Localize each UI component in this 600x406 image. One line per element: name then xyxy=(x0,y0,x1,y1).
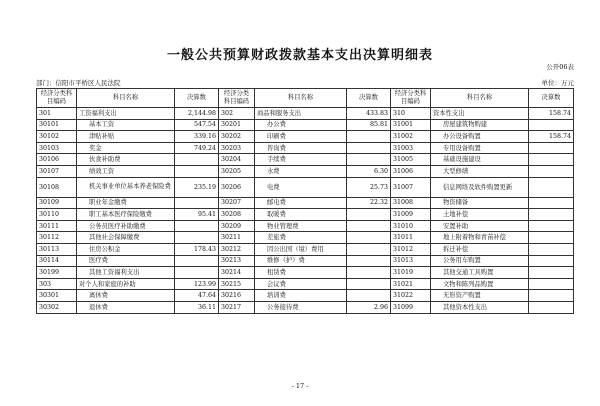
header-name: 科目名称 xyxy=(431,89,529,108)
name-cell: 房屋建筑物购建 xyxy=(431,119,529,131)
code-cell: 30204 xyxy=(219,154,255,166)
code-cell: 31007 xyxy=(391,177,431,197)
name-cell: 住房公积金 xyxy=(77,243,175,255)
amount-cell: 235.19 xyxy=(175,177,219,197)
name-cell: 取暖费 xyxy=(255,209,347,221)
header-row xyxy=(37,89,574,108)
amount-cell xyxy=(529,267,574,279)
amount-cell xyxy=(529,220,574,232)
amount-cell: 158.74 xyxy=(529,108,574,120)
amount-cell xyxy=(529,197,574,209)
code-cell: 301 xyxy=(37,108,77,120)
name-cell: 办公设备购置 xyxy=(431,131,529,143)
name-cell: 其他交通工具购置 xyxy=(431,267,529,279)
code-cell: 30108 xyxy=(37,177,77,197)
code-cell: 31002 xyxy=(391,131,431,143)
amount-cell xyxy=(347,267,391,279)
code-cell: 30211 xyxy=(219,232,255,244)
header-amount: 决算数 xyxy=(347,89,391,108)
code-cell: 31011 xyxy=(391,232,431,244)
name-cell: 伙食补助费 xyxy=(77,154,175,166)
code-cell: 30302 xyxy=(37,301,77,313)
code-cell: 30208 xyxy=(219,209,255,221)
header-name: 科目名称 xyxy=(255,89,347,108)
code-cell: 30110 xyxy=(37,209,77,221)
code-cell: 30199 xyxy=(37,267,77,279)
header-code: 经济分类科目编码 xyxy=(219,89,255,108)
name-cell: 离休费 xyxy=(77,290,175,302)
code-cell: 30209 xyxy=(219,220,255,232)
name-cell: 物业管理费 xyxy=(255,220,347,232)
code-cell: 31005 xyxy=(391,154,431,166)
code-cell: 30113 xyxy=(37,243,77,255)
amount-cell xyxy=(175,220,219,232)
amount-cell xyxy=(347,209,391,221)
name-cell: 绩效工资 xyxy=(77,165,175,177)
unit-label: 单位：万元 xyxy=(541,79,574,87)
amount-cell xyxy=(175,197,219,209)
name-cell: 维修（护）费 xyxy=(255,255,347,267)
code-cell: 31001 xyxy=(391,119,431,131)
header-code: 经济分类科目编码 xyxy=(391,89,431,108)
name-cell: 办公费 xyxy=(255,119,347,131)
name-cell: 基础设施建设 xyxy=(431,154,529,166)
amount-cell xyxy=(529,232,574,244)
amount-cell xyxy=(175,232,219,244)
name-cell: 对个人和家庭的补助 xyxy=(77,278,175,290)
amount-cell: 36.11 xyxy=(175,301,219,313)
name-cell: 其他工资福利支出 xyxy=(77,267,175,279)
code-cell: 303 xyxy=(37,278,77,290)
name-cell: 工资福利支出 xyxy=(77,108,175,120)
code-cell: 30109 xyxy=(37,197,77,209)
name-cell: 公务员医疗补助缴费 xyxy=(77,220,175,232)
table-row xyxy=(37,209,574,221)
code-cell: 302 xyxy=(219,108,255,120)
name-cell: 邮电费 xyxy=(255,197,347,209)
code-cell: 31019 xyxy=(391,267,431,279)
code-cell: 31012 xyxy=(391,243,431,255)
amount-cell xyxy=(529,255,574,267)
name-cell: 医疗费 xyxy=(77,255,175,267)
code-cell: 310 xyxy=(391,108,431,120)
amount-cell xyxy=(347,131,391,143)
expenditure-table xyxy=(36,88,574,314)
table-row xyxy=(37,243,574,255)
code-cell: 30112 xyxy=(37,232,77,244)
amount-cell xyxy=(347,255,391,267)
amount-cell: 2,144.98 xyxy=(175,108,219,120)
amount-cell: 2.96 xyxy=(347,301,391,313)
amount-cell xyxy=(347,154,391,166)
code-cell: 30114 xyxy=(37,255,77,267)
header-amount: 决算数 xyxy=(175,89,219,108)
name-cell: 土地补偿 xyxy=(431,209,529,221)
code-cell: 30203 xyxy=(219,142,255,154)
amount-cell: 123.99 xyxy=(175,278,219,290)
name-cell: 拆迁补偿 xyxy=(431,243,529,255)
table-row xyxy=(37,154,574,166)
name-cell: 资本性支出 xyxy=(431,108,529,120)
name-cell: 专用设备购置 xyxy=(431,142,529,154)
code-cell: 30206 xyxy=(219,177,255,197)
table-row xyxy=(37,301,574,313)
amount-cell: 339.16 xyxy=(175,131,219,143)
name-cell: 地上附着物和青苗补偿 xyxy=(431,232,529,244)
name-cell: 咨询费 xyxy=(255,142,347,154)
amount-cell xyxy=(175,267,219,279)
amount-cell: 158.74 xyxy=(529,131,574,143)
amount-cell xyxy=(529,142,574,154)
table-title: 一般公共预算财政拨款基本支出决算明细表 xyxy=(166,48,433,63)
code-cell: 31003 xyxy=(391,142,431,154)
code-cell: 30201 xyxy=(219,119,255,131)
name-cell: 手续费 xyxy=(255,154,347,166)
amount-cell xyxy=(347,232,391,244)
amount-cell xyxy=(529,278,574,290)
table-row xyxy=(37,232,574,244)
amount-cell: 22.32 xyxy=(347,197,391,209)
table-row xyxy=(37,255,574,267)
code-cell: 31008 xyxy=(391,197,431,209)
amount-cell xyxy=(347,142,391,154)
name-cell: 其他资本性支出 xyxy=(431,301,529,313)
code-cell: 30103 xyxy=(37,142,77,154)
code-cell: 31013 xyxy=(391,255,431,267)
name-cell: 信息网络及软件购置更新 xyxy=(431,177,529,197)
name-cell: 安置补助 xyxy=(431,220,529,232)
code-cell: 30216 xyxy=(219,290,255,302)
name-cell: 电费 xyxy=(255,177,347,197)
name-cell: 基本工资 xyxy=(77,119,175,131)
table-row xyxy=(37,142,574,154)
amount-cell xyxy=(347,243,391,255)
name-cell: 公务用车购置 xyxy=(431,255,529,267)
code-cell: 30101 xyxy=(37,119,77,131)
amount-cell: 433.83 xyxy=(347,108,391,120)
code-cell: 30301 xyxy=(37,290,77,302)
name-cell: 公务接待费 xyxy=(255,301,347,313)
code-cell: 30215 xyxy=(219,278,255,290)
name-cell: 会议费 xyxy=(255,278,347,290)
name-cell: 大型修缮 xyxy=(431,165,529,177)
amount-cell xyxy=(529,290,574,302)
name-cell: 水费 xyxy=(255,165,347,177)
name-cell: 机关事业单位基本养老保险费 xyxy=(77,177,175,197)
amount-cell: 25.73 xyxy=(347,177,391,197)
name-cell: 印刷费 xyxy=(255,131,347,143)
code-cell: 31010 xyxy=(391,220,431,232)
name-cell: 奖金 xyxy=(77,142,175,154)
amount-cell xyxy=(529,119,574,131)
amount-cell xyxy=(347,290,391,302)
table-row xyxy=(37,220,574,232)
amount-cell xyxy=(529,177,574,197)
code-cell: 31009 xyxy=(391,209,431,221)
table-row xyxy=(37,177,574,197)
amount-cell xyxy=(529,165,574,177)
amount-cell xyxy=(347,278,391,290)
amount-cell xyxy=(175,154,219,166)
code-cell: 31021 xyxy=(391,278,431,290)
amount-cell xyxy=(529,209,574,221)
amount-cell xyxy=(175,165,219,177)
table-row xyxy=(37,119,574,131)
code-cell: 30205 xyxy=(219,165,255,177)
amount-cell: 47.64 xyxy=(175,290,219,302)
code-cell: 30214 xyxy=(219,267,255,279)
amount-cell: 749.24 xyxy=(175,142,219,154)
name-cell: 租赁费 xyxy=(255,267,347,279)
name-cell: 退休费 xyxy=(77,301,175,313)
code-cell: 30202 xyxy=(219,131,255,143)
name-cell: 培训费 xyxy=(255,290,347,302)
amount-cell: 95.41 xyxy=(175,209,219,221)
amount-cell xyxy=(529,243,574,255)
amount-cell: 6.30 xyxy=(347,165,391,177)
table-row xyxy=(37,267,574,279)
code-cell: 30102 xyxy=(37,131,77,143)
header-amount: 决算数 xyxy=(529,89,574,108)
table-row xyxy=(37,131,574,143)
header-name: 科目名称 xyxy=(77,89,175,108)
page-number: - 17 - xyxy=(291,382,309,390)
table-row xyxy=(37,278,574,290)
amount-cell xyxy=(529,154,574,166)
name-cell: 因公出国（境）费用 xyxy=(255,243,347,255)
name-cell: 文物和陈列品购置 xyxy=(431,278,529,290)
name-cell: 商品和服务支出 xyxy=(255,108,347,120)
table-row xyxy=(37,165,574,177)
table-row xyxy=(37,108,574,120)
amount-cell xyxy=(175,255,219,267)
name-cell: 职业年金缴费 xyxy=(77,197,175,209)
code-cell: 30217 xyxy=(219,301,255,313)
code-cell: 31022 xyxy=(391,290,431,302)
code-cell: 30207 xyxy=(219,197,255,209)
amount-cell xyxy=(347,220,391,232)
table-row xyxy=(37,197,574,209)
name-cell: 其他社会保障缴费 xyxy=(77,232,175,244)
form-number: 公开06表 xyxy=(546,63,574,71)
name-cell: 物资储备 xyxy=(431,197,529,209)
header-code: 经济分类科目编码 xyxy=(37,89,77,108)
amount-cell: 178.43 xyxy=(175,243,219,255)
amount-cell xyxy=(529,301,574,313)
code-cell: 30111 xyxy=(37,220,77,232)
name-cell: 差旅费 xyxy=(255,232,347,244)
table-row xyxy=(37,290,574,302)
code-cell: 30213 xyxy=(219,255,255,267)
code-cell: 30106 xyxy=(37,154,77,166)
name-cell: 无形资产购置 xyxy=(431,290,529,302)
department-label: 部门：信阳市平桥区人民法院 xyxy=(36,79,121,87)
code-cell: 30107 xyxy=(37,165,77,177)
amount-cell: 85.81 xyxy=(347,119,391,131)
name-cell: 职工基本医疗保险缴费 xyxy=(77,209,175,221)
code-cell: 31099 xyxy=(391,301,431,313)
code-cell: 31006 xyxy=(391,165,431,177)
amount-cell: 547.54 xyxy=(175,119,219,131)
code-cell: 30212 xyxy=(219,243,255,255)
name-cell: 津贴补贴 xyxy=(77,131,175,143)
